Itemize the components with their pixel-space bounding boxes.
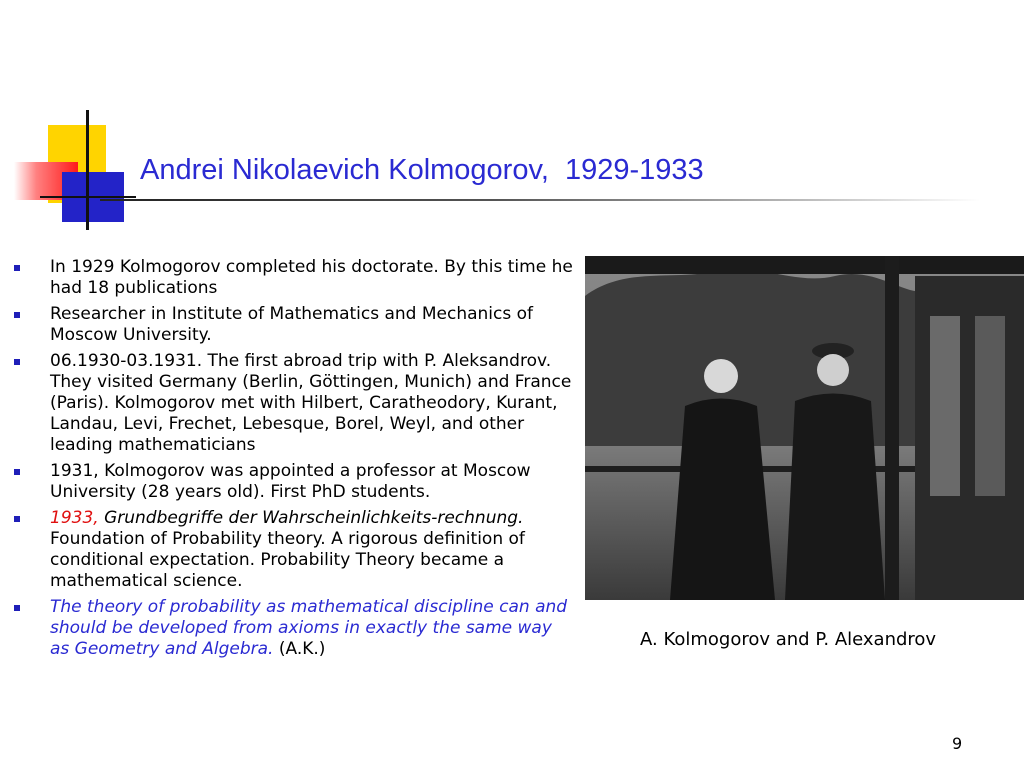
bullet-text: Researcher in Institute of Mathematics and Mechanics of Moscow University. (50, 304, 534, 345)
bullet-list (12, 257, 574, 665)
bullet-quote: The theory of probability as mathematical discipline can and should be developed from axioms in exactly the same way as Geometry and Algebra. (50, 597, 568, 659)
logo-horizontal-line (40, 196, 136, 198)
kolmogorov-alexandrov-photo (585, 256, 1024, 600)
bullet-item (12, 304, 574, 346)
bullet-marker-icon (14, 265, 20, 271)
page-number: 9 (952, 734, 963, 753)
photo-caption: A. Kolmogorov and P. Alexandrov (640, 629, 937, 650)
bullet-item (12, 461, 574, 503)
bullet-year: 1933, (50, 508, 99, 528)
bullet-item (12, 257, 574, 299)
bullet-item (12, 508, 574, 592)
bullet-attribution: (A.K.) (278, 639, 326, 659)
bullet-text: In 1929 Kolmogorov completed his doctorate. By this time he had 18 publications (50, 257, 573, 298)
bullet-item (12, 351, 574, 456)
bullet-text: 1931, Kolmogorov was appointed a professor at Moscow University (28 years old). First PhD students. (50, 461, 531, 502)
slide-title: Andrei Nikolaevich Kolmogorov, 1929-1933 (140, 154, 704, 186)
bullet-marker-icon (14, 605, 20, 611)
photo-roof (585, 256, 1024, 274)
bullet-marker-icon (14, 359, 20, 365)
title-underline (100, 199, 980, 201)
bullet-marker-icon (14, 516, 20, 522)
bullet-item (12, 597, 574, 660)
bullet-marker-icon (14, 469, 20, 475)
logo-vertical-line (86, 110, 89, 230)
photo-post (885, 256, 899, 600)
bullet-text: Foundation of Probability theory. A rigorous definition of conditional expectation. Probability Theory became a mathematical science. (50, 529, 525, 591)
photo-cabin-window (930, 316, 960, 496)
slide-logo-decoration (0, 100, 130, 230)
bullet-book-title: Grundbegriffe der Wahrscheinlichkeits-rechnung. (104, 508, 524, 528)
bullet-marker-icon (14, 312, 20, 318)
photo-cabin-window (975, 316, 1005, 496)
bullet-text: 06.1930-03.1931. The first abroad trip with P. Aleksandrov. They visited Germany (Berlin, Göttingen, Munich) and France (Paris). Kolmogorov met with Hilbert, Caratheodory, Kurant, Landau, Levi, Frechet, Lebesque, Borel, Weyl, and other leading mathematicians (50, 351, 572, 455)
